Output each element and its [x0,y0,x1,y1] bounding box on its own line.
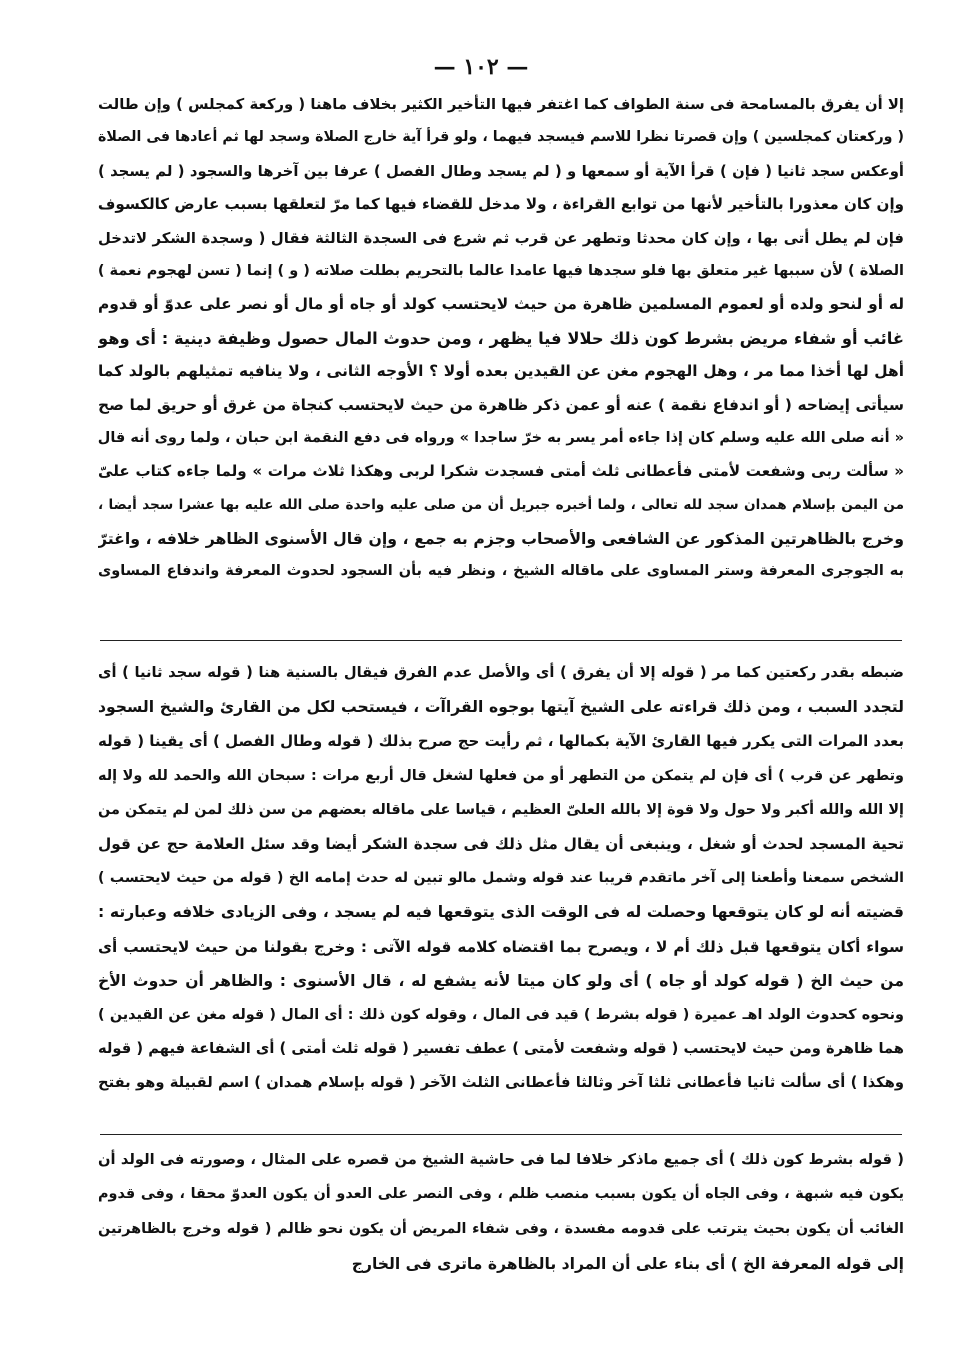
commentary-line: تحية المسجد لحدث أو شغل ، وينبغى أن يقال مثل ذلك فى سجدة الشكر أيضا وقد سئل العلامة حج عن قول [98,834,904,853]
main-text-line: الصلاة ) لأن سببها غير متعلق بها فلو سجدها فيها عامدا عالما بالتحريم بطلت صلاته ( و ) إنما ( تسن لهجوم نعمة ) [98,262,904,279]
main-text-line: سيأتى إيضاحه ( أو اندفاع نقمة ) عنه أو عمن ذكر ظاهرة من حيث لايحتسب كنجاة من غرق أو حريق لما صح [98,395,904,414]
commentary-divider [100,640,902,641]
commentary-block-2 [98,1142,904,1282]
commentary-line: الشخص سمعنا وأطعنا إلى آخر ماتقدم قريبا عند قوله وشمل مالو تبين له حدث إمامه الخ ( قوله من حيث لايحتسب ) [98,870,904,887]
commentary-line: وهكذا ) أى سألت ثانيا فأعطانى ثلثا آخر وثالثا فأعطانى الثلث الآخر ( قوله بإسلام همدان ) اسم لقبيلة وهو بفتح [98,1074,904,1092]
main-text-line: ( وركعتان كمجلسين ) وإن قصرتا نظرا للاسم فيسجد فيهما ، ولو قرأ آية خارج الصلاة وسجد لها ثم أعادها فى الصلاة [98,129,904,146]
commentary-divider [100,1134,902,1135]
commentary-line: بعدد المرات التى يكرر فيها القارئ الآية بكمالها ، ثم رأيت حج صرح بذلك ( قوله وطال الفصل ) أى يقينا ( قوله [98,732,904,751]
commentary-line: من حيث الخ ( قوله كولد أو جاه ) أى ولو كان ميتا لأنه يشفع له ، قال الأسنوى : والظاهر أن حدوث الأخ [98,971,904,990]
commentary-line: ضبطه بقدر ركعتين كما مر ( قوله إلا أن يفرق ) أى والأصل عدم الفرق فيقال بالسنية هنا ( قوله سجد ثانيا ) أى [98,664,904,681]
main-text-line: وخرج بالظاهرتين المذكور عن الشافعى والأصحاب وجزم به جمع ، وإن قال الأسنوى الظاهر خلافه ، واغترّ [98,529,904,549]
commentary-line: إلا الله والله أكبر ولا حول ولا قوة إلا بالله العلىّ العظيم ، قياسا على ماقاله بعضهم من سن ذلك لمن لم يتمكن من [98,801,904,818]
main-text-line: « سألت ربى وشفعت لأمتى فأعطانى ثلث أمتى فسجدت شكرا لربى وهكذا ثلاث مرات » ولما جاءه كتاب علىّ [98,462,904,481]
commentary-line: الغائب أن يكون بحيث يترتب على قدومه مفسدة ، وفى شفاء المريض أن يكون نحو ظالم ( قوله وخرج بالظاهرتين [98,1221,904,1237]
commentary-line: ( قوله بشرط كون ذلك ) أى جميع ماذكر خلافا لما فى حاشية الشيخ من قصره على المثال ، وصورته فى الولد أن [98,1151,904,1168]
commentary-line: ونحوه كحدوث الولد اهـ عميرة ( قوله بشرط ) قيد فى المال ، وقوله كون ذلك : أى المال ( قوله مغن عن القيدين ) [98,1006,904,1023]
main-text-line: وإن كان معذورا بالتأخير لأنها من توابع القراءة ، ولا مدخل للقضاء فيها كما مرّ لتعلقها بسبب عارض كالكسوف [98,195,904,214]
commentary-line: هما ظاهرة ومن حيث لايحتسب ( قوله وشفعت لأمتى ) عطف تفسير ( قوله ثلث أمتى ) أى الشفاعة فيهم ( قوله [98,1040,904,1058]
main-text-line: أهل لها أخذا مما مر ، وهل الهجوم مغن عن القيدين بعده أولا ؟ الأوجه الثانى ، ولا ينافيه تمثيلهم بالولد كما [98,362,904,381]
commentary-block-1 [98,656,904,1100]
main-text-line: غائب أو شفاء مريض بشرط كون ذلك حلالا فيا يظهر ، ومن حدوث المال حصول وظيفة دينية : أى وهو [98,328,904,348]
commentary-line: وتطهر عن قرب ) أى فإن لم يتمكن من التطهر أو من فعلها لشغل قال أربع مرات : سبحان الله والحمد لله ولا إله [98,767,904,784]
main-text-line: إلا أن يفرق بالمسامحة فى سنة الطواف كما اغتفر فيها التأخير الكثير بخلاف ماهنا ( وركعة كمجلس ) وإن طالت [98,96,904,113]
page-number: — ١٠٢ — [433,54,529,80]
main-text-line: به الجوجرى المعرفة وستر المساوى على ماقاله الشيخ ، ونظر فيه بأن السجود لحدوث المعرفة واندفاع المساوى [98,563,904,580]
main-text [98,88,904,589]
commentary-line: يكون فيه شبهة ، وفى الجاه أن يكون بسبب منصب ظلم ، وفى النصر على العدو أن يكون العدوّ محقا ، وفى قدوم [98,1186,904,1202]
main-text-line: من اليمن بإسلام همدان سجد لله تعالى ، ولما أخبره جبريل أن من صلى عليه واحدة صلى الله عليه بها عشرا سجد أيضا ، [98,496,904,513]
main-text-line: فإن لم يطل أتى بها ، وإن كان محدثا وتطهر عن قرب ثم شرع فى السجدة الثالثة فقال ( وسجدة الشكر لاتدخل [98,229,904,247]
commentary-line: لتجدد السبب ، ومن ذلك قراءته على الشيخ آيتها بوجوه القراآت ، فيستحب لكل من القارئ والشيخ السجود [98,698,904,717]
commentary-line: سواء أكان يتوقعها قبل ذلك أم لا ، ويصرح بما اقتضاه كلامه قوله الآتى : وخرج بقولنا من حيث لايحتسب أى [98,937,904,956]
main-text-line: له أو لنحو ولده أو لعموم المسلمين ظاهرة من حيث لايحتسب كولد أو جاه أو مال أو نصر على عدوّ أو قدوم [98,295,904,314]
commentary-line: إلى قوله المعرفة الخ ) أى بناء على أن المراد بالظاهرة ماترى فى الخارج [351,1255,904,1273]
main-text-line: « أنه صلى الله عليه وسلم كان إذا جاءه أمر يسر به خرّ ساجدا » ورواه فى دفع النقمة ابن حبان ، ولما روى أنه قال [98,429,904,446]
commentary-line: قضيته أنه لو كان يتوقعها وحصلت له فى الوقت الذى يتوقعها فيه لم يسجد ، وفى الزيادى خلافه وعبارته : [98,903,904,922]
main-text-line: أوعكس سجد ثانيا ( فإن ) قرأ الآية أو سمعها و ( لم يسجد وطال الفصل ) عرفا بين آخرها والسجود ( لم يسجد ) [98,162,904,180]
